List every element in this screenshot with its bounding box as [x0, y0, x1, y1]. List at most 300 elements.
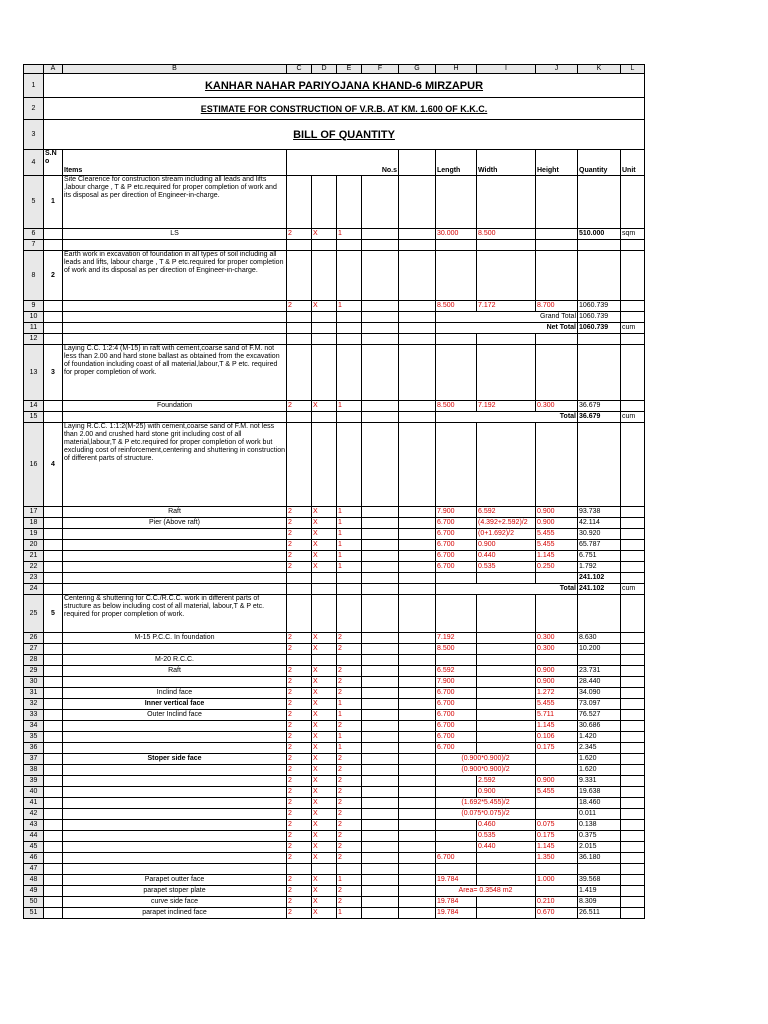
quantity-cell: 6.751 [578, 551, 621, 562]
empty-cell [399, 754, 436, 765]
quantity-cell [578, 864, 621, 875]
nos-cell [337, 584, 362, 595]
length-cell: 6.700 [436, 518, 477, 529]
unit-cell [621, 644, 645, 655]
item-serial-number [44, 886, 63, 897]
header-width: Width [477, 150, 536, 176]
empty-cell [536, 176, 578, 229]
empty-cell [399, 688, 436, 699]
item-name: M-15 P.C.C. In foundation [63, 633, 287, 644]
empty-cell [399, 507, 436, 518]
multiply-sign: X [312, 301, 337, 312]
count-cell: 2 [287, 853, 312, 864]
unit-cell [621, 540, 645, 551]
length-cell: 6.700 [436, 688, 477, 699]
quantity-cell: 19.638 [578, 787, 621, 798]
item-serial-number [44, 798, 63, 809]
multiply-sign: X [312, 798, 337, 809]
table-row [24, 842, 645, 853]
width-cell [477, 240, 536, 251]
width-cell [477, 699, 536, 710]
unit-cell [621, 743, 645, 754]
row-number: 39 [24, 776, 44, 787]
empty-cell [399, 787, 436, 798]
multiply-sign: X [312, 831, 337, 842]
count-cell: 2 [287, 507, 312, 518]
length-cell: 19.784 [436, 897, 477, 908]
item-serial-number [44, 551, 63, 562]
nos-cell [337, 412, 362, 423]
quantity-cell: 36.679 [578, 412, 621, 423]
row-number: 16 [24, 423, 44, 507]
table-row [24, 229, 645, 240]
unit-cell [621, 732, 645, 743]
count-cell [287, 323, 312, 334]
quantity-cell [578, 240, 621, 251]
empty-cell [536, 595, 578, 633]
length-cell [436, 240, 477, 251]
nos-cell: 2 [337, 633, 362, 644]
item-name [63, 743, 287, 754]
empty-cell [399, 323, 436, 334]
empty-cell [399, 831, 436, 842]
unit-cell [621, 677, 645, 688]
empty-cell [399, 229, 436, 240]
unit-cell [621, 787, 645, 798]
multiply-sign: X [312, 401, 337, 412]
table-row [24, 831, 645, 842]
empty-cell [362, 401, 399, 412]
count-cell: 2 [287, 699, 312, 710]
empty-cell [337, 176, 362, 229]
height-cell: 5.455 [536, 529, 578, 540]
total-label: Total [436, 584, 578, 595]
unit-cell: cum [621, 584, 645, 595]
count-cell [287, 240, 312, 251]
count-cell: 2 [287, 688, 312, 699]
count-cell: 2 [287, 540, 312, 551]
unit-cell [621, 809, 645, 820]
item-serial-number [44, 666, 63, 677]
item-serial-number: 2 [44, 251, 63, 301]
empty-cell [399, 765, 436, 776]
width-cell [477, 864, 536, 875]
count-cell: 2 [287, 551, 312, 562]
count-cell [287, 334, 312, 345]
item-serial-number [44, 518, 63, 529]
item-name [63, 787, 287, 798]
count-cell: 2 [287, 798, 312, 809]
quantity-cell: 1060.739 [578, 301, 621, 312]
unit-cell [621, 655, 645, 666]
table-row [24, 798, 645, 809]
table-row [24, 655, 645, 666]
nos-cell: 1 [337, 518, 362, 529]
empty-cell [362, 518, 399, 529]
table-row [24, 644, 645, 655]
item-serial-number [44, 301, 63, 312]
empty-cell [578, 423, 621, 507]
empty-cell [287, 176, 312, 229]
item-serial-number [44, 540, 63, 551]
header-quantity: Quantity [578, 150, 621, 176]
unit-cell [621, 240, 645, 251]
unit-cell: cum [621, 412, 645, 423]
empty-cell [362, 886, 399, 897]
item-serial-number [44, 229, 63, 240]
multiply-sign: X [312, 853, 337, 864]
length-cell [436, 864, 477, 875]
width-cell: 0.535 [477, 562, 536, 573]
count-cell: 2 [287, 831, 312, 842]
empty-cell [536, 251, 578, 301]
empty-cell [312, 176, 337, 229]
empty-cell [362, 721, 399, 732]
height-cell: 0.900 [536, 507, 578, 518]
nos-cell: 1 [337, 875, 362, 886]
width-cell: 7.192 [477, 401, 536, 412]
unit-cell: cum [621, 323, 645, 334]
table-row [24, 176, 645, 229]
table-row [24, 721, 645, 732]
empty-cell [362, 853, 399, 864]
table-row [24, 595, 645, 633]
quantity-cell: 0.138 [578, 820, 621, 831]
dimension-formula: (0.900*0.900)/2 [436, 754, 536, 765]
count-cell: 2 [287, 644, 312, 655]
length-cell: 8.500 [436, 644, 477, 655]
count-cell: 2 [287, 820, 312, 831]
column-letter: B [63, 65, 287, 74]
empty-cell [362, 240, 399, 251]
width-cell: 6.592 [477, 507, 536, 518]
width-cell: 2.592 [477, 776, 536, 787]
nos-cell: 1 [337, 732, 362, 743]
empty-cell [621, 423, 645, 507]
multiply-sign: X [312, 562, 337, 573]
count-cell: 2 [287, 754, 312, 765]
empty-cell [287, 423, 312, 507]
row-number: 29 [24, 666, 44, 677]
item-serial-number [44, 655, 63, 666]
empty-cell [399, 551, 436, 562]
empty-cell [399, 798, 436, 809]
item-name: Raft [63, 666, 287, 677]
item-serial-number [44, 240, 63, 251]
dimension-formula: (0.075*0.075)/2 [436, 809, 536, 820]
quantity-cell: 241.102 [578, 584, 621, 595]
item-serial-number [44, 721, 63, 732]
empty-cell [337, 423, 362, 507]
quantity-cell: 65.787 [578, 540, 621, 551]
row-number: 46 [24, 853, 44, 864]
empty-cell [287, 595, 312, 633]
table-row [24, 312, 645, 323]
header-items: Items [63, 150, 287, 176]
unit-cell [621, 699, 645, 710]
empty-cell [362, 633, 399, 644]
column-letter: A [44, 65, 63, 74]
item-serial-number [44, 312, 63, 323]
count-cell: 2 [287, 401, 312, 412]
height-cell [536, 334, 578, 345]
empty-cell [578, 251, 621, 301]
height-cell: 1.350 [536, 853, 578, 864]
column-letter: L [621, 65, 645, 74]
quantity-cell: 28.440 [578, 677, 621, 688]
empty-cell [312, 595, 337, 633]
width-cell: 7.172 [477, 301, 536, 312]
row-number: 19 [24, 529, 44, 540]
item-serial-number: 3 [44, 345, 63, 401]
count-cell: 2 [287, 765, 312, 776]
empty-cell [362, 301, 399, 312]
count-cell: 2 [287, 809, 312, 820]
unit-cell [621, 573, 645, 584]
table-row [24, 743, 645, 754]
column-letter: G [399, 65, 436, 74]
empty-cell [399, 529, 436, 540]
unit-cell [621, 529, 645, 540]
multiply-sign [312, 412, 337, 423]
empty-cell [362, 595, 399, 633]
row-number: 32 [24, 699, 44, 710]
empty-cell [399, 897, 436, 908]
column-letter: I [477, 65, 536, 74]
item-serial-number [44, 875, 63, 886]
unit-cell [621, 754, 645, 765]
length-cell: 6.700 [436, 743, 477, 754]
item-name [63, 312, 287, 323]
quantity-cell: 1.620 [578, 754, 621, 765]
item-name [63, 765, 287, 776]
quantity-cell: 9.331 [578, 776, 621, 787]
height-cell: 0.900 [536, 666, 578, 677]
item-name [63, 412, 287, 423]
empty-cell [287, 251, 312, 301]
item-serial-number: 5 [44, 595, 63, 633]
length-cell [436, 787, 477, 798]
height-cell: 0.900 [536, 518, 578, 529]
header-length: Length [436, 150, 477, 176]
height-cell [536, 886, 578, 897]
item-name: Outer Inclind face [63, 710, 287, 721]
quantity-cell: 1.420 [578, 732, 621, 743]
item-serial-number [44, 573, 63, 584]
nos-cell: 2 [337, 897, 362, 908]
empty-cell [399, 240, 436, 251]
nos-cell: 2 [337, 765, 362, 776]
length-cell [436, 842, 477, 853]
empty-cell [621, 595, 645, 633]
width-cell [477, 688, 536, 699]
width-cell [477, 853, 536, 864]
empty-cell [399, 176, 436, 229]
header-spacer [399, 150, 436, 176]
height-cell: 0.250 [536, 562, 578, 573]
empty-cell [362, 507, 399, 518]
nos-cell: 1 [337, 529, 362, 540]
quantity-cell [578, 334, 621, 345]
unit-cell [621, 831, 645, 842]
multiply-sign [312, 312, 337, 323]
nos-cell: 2 [337, 820, 362, 831]
corner-cell [24, 65, 44, 74]
length-cell: 8.500 [436, 401, 477, 412]
item-serial-number [44, 776, 63, 787]
empty-cell [621, 176, 645, 229]
empty-cell [362, 699, 399, 710]
height-cell [536, 229, 578, 240]
row-number: 22 [24, 562, 44, 573]
empty-cell [287, 345, 312, 401]
width-cell: (4.392+2.592)/2 [477, 518, 536, 529]
width-cell [477, 644, 536, 655]
item-serial-number [44, 842, 63, 853]
item-serial-number [44, 529, 63, 540]
nos-cell: 2 [337, 853, 362, 864]
multiply-sign: X [312, 721, 337, 732]
multiply-sign: X [312, 765, 337, 776]
height-cell: 8.700 [536, 301, 578, 312]
item-name [63, 323, 287, 334]
nos-cell [337, 573, 362, 584]
empty-cell [362, 765, 399, 776]
empty-cell [399, 677, 436, 688]
nos-cell: 2 [337, 776, 362, 787]
quantity-cell [578, 655, 621, 666]
empty-cell [536, 345, 578, 401]
length-cell: 6.700 [436, 529, 477, 540]
item-name [63, 864, 287, 875]
height-cell: 5.455 [536, 699, 578, 710]
quantity-cell: 2.345 [578, 743, 621, 754]
unit-cell [621, 312, 645, 323]
nos-cell: 1 [337, 551, 362, 562]
dimension-formula: (0.900*0.900)/2 [436, 765, 536, 776]
row-number: 43 [24, 820, 44, 831]
height-cell: 1.000 [536, 875, 578, 886]
multiply-sign: X [312, 551, 337, 562]
count-cell: 2 [287, 908, 312, 919]
count-cell: 2 [287, 529, 312, 540]
empty-cell [477, 176, 536, 229]
multiply-sign: X [312, 842, 337, 853]
empty-cell [477, 595, 536, 633]
length-cell [436, 573, 477, 584]
unit-cell [621, 864, 645, 875]
column-letter: F [362, 65, 399, 74]
empty-cell [536, 423, 578, 507]
multiply-sign: X [312, 529, 337, 540]
multiply-sign: X [312, 809, 337, 820]
length-cell: 7.900 [436, 507, 477, 518]
quantity-cell: 73.097 [578, 699, 621, 710]
row-number: 1 [24, 74, 44, 98]
title-row [24, 74, 645, 98]
empty-cell [362, 655, 399, 666]
item-serial-number [44, 699, 63, 710]
empty-cell [399, 540, 436, 551]
item-name: M-20 R.C.C. [63, 655, 287, 666]
unit-cell [621, 875, 645, 886]
item-serial-number [44, 787, 63, 798]
nos-cell [337, 655, 362, 666]
multiply-sign [312, 240, 337, 251]
length-cell [436, 831, 477, 842]
table-row [24, 251, 645, 301]
table-row [24, 765, 645, 776]
multiply-sign [312, 323, 337, 334]
title-row [24, 98, 645, 120]
empty-cell [362, 666, 399, 677]
row-number: 34 [24, 721, 44, 732]
empty-cell [362, 412, 399, 423]
count-cell: 2 [287, 743, 312, 754]
item-serial-number [44, 644, 63, 655]
row-number: 31 [24, 688, 44, 699]
unit-cell [621, 765, 645, 776]
count-cell: 2 [287, 732, 312, 743]
table-row [24, 518, 645, 529]
length-cell: 6.700 [436, 853, 477, 864]
unit-cell [621, 301, 645, 312]
row-number: 50 [24, 897, 44, 908]
multiply-sign [312, 584, 337, 595]
nos-cell: 2 [337, 886, 362, 897]
item-description: Earth work in excavation of foundation in all types of soil including all leads and lifts, labour charge , T & P etc.required for proper completion of work and its disposal as per direction of Engineer-in-charge. [63, 251, 287, 301]
empty-cell [399, 853, 436, 864]
empty-cell [399, 908, 436, 919]
empty-cell [399, 809, 436, 820]
unit-cell [621, 721, 645, 732]
quantity-cell: 30.686 [578, 721, 621, 732]
column-letter: D [312, 65, 337, 74]
table-row [24, 699, 645, 710]
nos-cell: 1 [337, 699, 362, 710]
item-serial-number [44, 710, 63, 721]
empty-cell [399, 345, 436, 401]
multiply-sign: X [312, 732, 337, 743]
unit-cell [621, 334, 645, 345]
multiply-sign: X [312, 776, 337, 787]
width-cell [477, 732, 536, 743]
row-number: 8 [24, 251, 44, 301]
empty-cell [436, 423, 477, 507]
unit-cell [621, 710, 645, 721]
table-row [24, 412, 645, 423]
nos-cell: 1 [337, 401, 362, 412]
count-cell: 2 [287, 787, 312, 798]
quantity-cell: 510.000 [578, 229, 621, 240]
column-letter: C [287, 65, 312, 74]
multiply-sign: X [312, 710, 337, 721]
nos-cell: 2 [337, 688, 362, 699]
empty-cell [362, 584, 399, 595]
quantity-cell: 26.511 [578, 908, 621, 919]
length-cell: 7.900 [436, 677, 477, 688]
nos-cell: 1 [337, 507, 362, 518]
item-name [63, 721, 287, 732]
nos-cell [337, 323, 362, 334]
width-cell [477, 666, 536, 677]
count-cell: 2 [287, 666, 312, 677]
height-cell: 5.455 [536, 787, 578, 798]
empty-cell [362, 798, 399, 809]
quantity-cell: 76.527 [578, 710, 621, 721]
count-cell: 2 [287, 633, 312, 644]
table-row [24, 301, 645, 312]
